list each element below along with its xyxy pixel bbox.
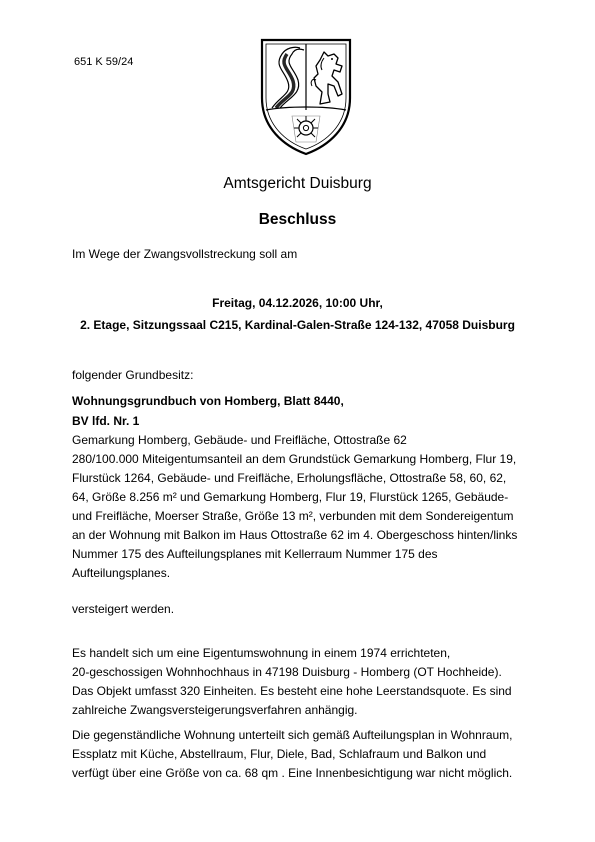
details-line: Das Objekt umfasst 320 Einheiten. Es besteht eine hohe Leerstandsquote. Es sind xyxy=(72,684,512,698)
description-line: Flurstück 1264, Gebäude- und Freifläche, Erholungsfläche, Ottostraße 58, 60, 62, xyxy=(72,471,507,485)
property-heading: folgender Grundbesitz: xyxy=(72,368,194,382)
description-line: 280/100.000 Miteigentumsanteil an dem Grundstück Gemarkung Homberg, Flur 19, xyxy=(72,452,517,466)
details-line: verfügt über eine Größe von ca. 68 qm . Eine Innenbesichtigung war nicht möglich. xyxy=(72,766,513,780)
description-line: Gemarkung Homberg, Gebäude- und Freifläche, Ottostraße 62 xyxy=(72,433,407,447)
description-line: an der Wohnung mit Balkon im Haus Ottostraße 62 im 4. Obergeschoss hinten/links xyxy=(72,528,518,542)
details-line: Die gegenständliche Wohnung unterteilt sich gemäß Aufteilungsplan in Wohnraum, xyxy=(72,728,513,742)
file-number: 651 K 59/24 xyxy=(74,56,134,68)
description-line: 64, Größe 8.256 m² und Gemarkung Homberg, Flur 19, Flurstück 1265, Gebäude- xyxy=(72,490,509,504)
document-title: Beschluss xyxy=(258,211,337,228)
details-line: Es handelt sich um eine Eigentumswohnung in einem 1974 errichteten, xyxy=(72,646,451,660)
details-line: 20-geschossigen Wohnhochhaus in 47198 Duisburg - Homberg (OT Hochheide). xyxy=(72,665,502,679)
details-line: zahlreiche Zwangsversteigerungsverfahren anhängig. xyxy=(72,703,358,717)
land-register: Wohnungsgrundbuch von Homberg, Blatt 8440, xyxy=(72,394,344,408)
auction-phrase: versteigert werden. xyxy=(72,602,175,616)
intro-text: Im Wege der Zwangsvollstreckung soll am xyxy=(72,247,298,261)
description-line: Aufteilungsplanes. xyxy=(72,566,171,580)
appointment-date-time: Freitag, 04.12.2026, 10:00 Uhr, xyxy=(212,296,383,310)
court-name: Amtsgericht Duisburg xyxy=(223,175,372,192)
details-line: Essplatz mit Küche, Abstellraum, Flur, Diele, Bad, Schlafraum und Balkon und xyxy=(72,747,487,761)
nrw-coat-of-arms-icon xyxy=(258,36,354,158)
property-item: BV lfd. Nr. 1 xyxy=(72,414,140,428)
description-line: Nummer 175 des Aufteilungsplanes mit Kellerraum Nummer 175 des xyxy=(72,547,438,561)
appointment-location: 2. Etage, Sitzungssaal C215, Kardinal-Galen-Straße 124-132, 47058 Duisburg xyxy=(80,318,515,332)
description-line: und Freifläche, Moerser Straße, Größe 13 m², verbunden mit dem Sondereigentum xyxy=(72,509,514,523)
